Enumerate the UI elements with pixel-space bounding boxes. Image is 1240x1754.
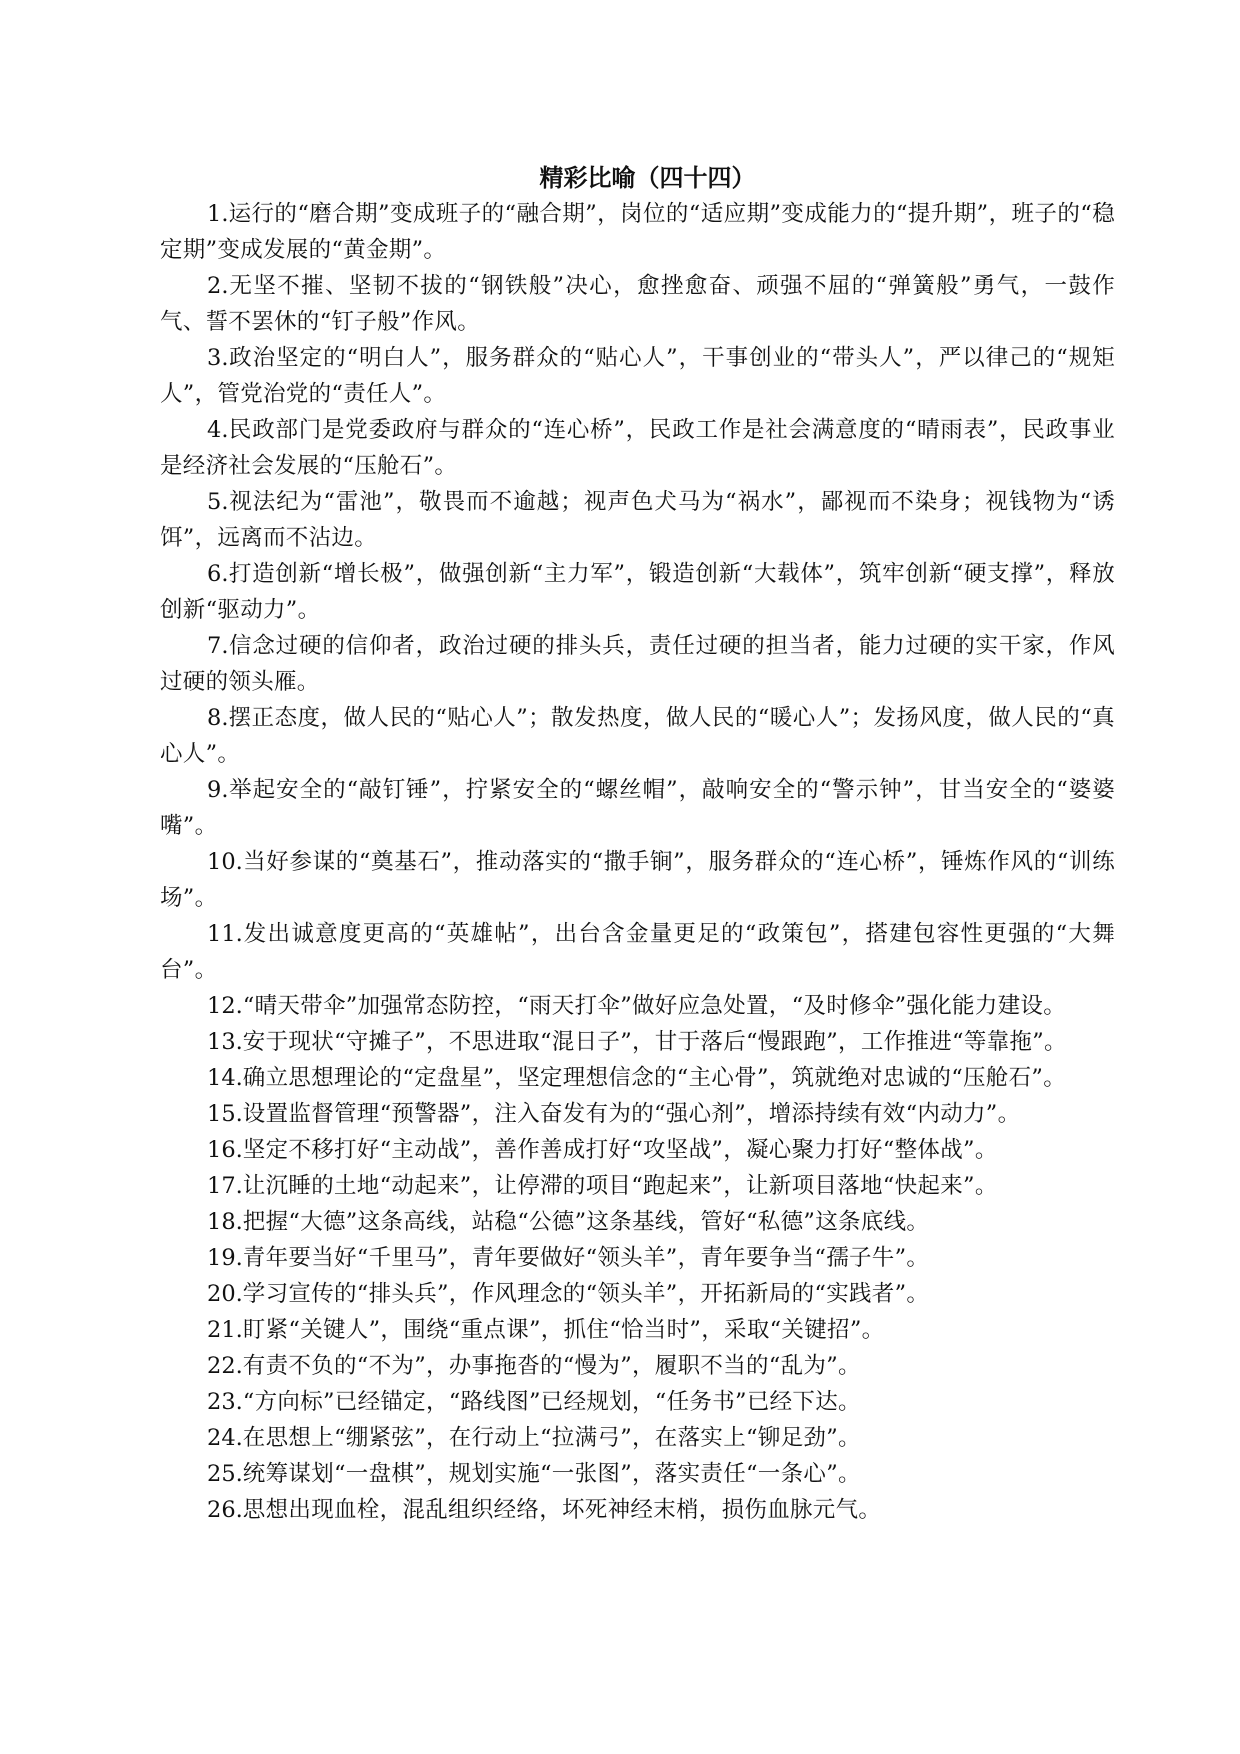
- item-text: “方向标”已经锚定，“路线图”已经规划，“任务书”已经下达。: [242, 1389, 861, 1415]
- list-item: [160, 1168, 1115, 1204]
- item-text: 学习宣传的“排头兵”，作风理念的“领头羊”，开拓新局的“实践者”。: [242, 1281, 930, 1307]
- item-text: 确立思想理论的“定盘星”，坚定理想信念的“主心骨”，筑就绝对忠诚的“压舱石”。: [242, 1065, 1067, 1091]
- item-text: 统筹谋划“一盘棋”，规划实施“一张图”，落实责任“一条心”。: [242, 1461, 861, 1487]
- item-number: 26.: [207, 1497, 243, 1523]
- item-number: 18.: [207, 1209, 243, 1235]
- item-number: 4.: [207, 417, 229, 443]
- item-number: 19.: [207, 1245, 243, 1271]
- item-number: 16.: [207, 1137, 243, 1163]
- item-number: 5.: [207, 489, 229, 515]
- item-number: 14.: [207, 1065, 243, 1091]
- item-text: 在思想上“绷紧弦”，在行动上“拉满弓”，在落实上“铆足劲”。: [242, 1425, 861, 1451]
- list-item: [160, 1384, 1115, 1420]
- list-item: [160, 1312, 1115, 1348]
- list-item: [160, 340, 1115, 412]
- item-text: 安于现状“守摊子”，不思进取“混日子”，甘于落后“慢跟跑”，工作推进“等靠拖”。: [242, 1029, 1067, 1055]
- list-item: [160, 1024, 1115, 1060]
- list-item: [160, 1420, 1115, 1456]
- list-item: [160, 916, 1115, 988]
- item-text: 民政部门是党委政府与群众的“连心桥”，民政工作是社会满意度的“晴雨表”，民政事业是经济社会发展的“压舱石”。: [160, 417, 1115, 479]
- item-text: 当好参谋的“奠基石”，推动落实的“撒手锏”，服务群众的“连心桥”，锤炼作风的“训练场”。: [160, 849, 1115, 911]
- item-text: 信念过硬的信仰者，政治过硬的排头兵，责任过硬的担当者，能力过硬的实干家，作风过硬的领头雁。: [160, 633, 1115, 695]
- list-item: [160, 268, 1115, 340]
- item-text: 思想出现血栓，混乱组织经络，坏死神经末梢，损伤血脉元气。: [242, 1497, 882, 1523]
- item-text: 打造创新“增长极”，做强创新“主力军”，锻造创新“大载体”，筑牢创新“硬支撑”，释放创新“驱动力”。: [160, 561, 1115, 623]
- item-number: 10.: [207, 849, 243, 875]
- list-item: [160, 1276, 1115, 1312]
- list-item: [160, 1096, 1115, 1132]
- item-text: 运行的“磨合期”变成班子的“融合期”，岗位的“适应期”变成能力的“提升期”，班子的“稳定期”变成发展的“黄金期”。: [160, 201, 1115, 263]
- item-number: 8.: [207, 705, 229, 731]
- item-number: 12.: [207, 993, 243, 1019]
- item-number: 7.: [207, 633, 229, 659]
- list-item: [160, 988, 1115, 1024]
- list-item: [160, 1348, 1115, 1384]
- item-text: 有责不负的“不为”，办事拖沓的“慢为”，履职不当的“乱为”。: [242, 1353, 861, 1379]
- list-item: [160, 628, 1115, 700]
- item-number: 15.: [207, 1101, 243, 1127]
- list-item: [160, 412, 1115, 484]
- item-text: 无坚不摧、坚韧不拔的“钢铁般”决心，愈挫愈奋、顽强不屈的“弹簧般”勇气，一鼓作气、誓不罢休的“钉子般”作风。: [160, 273, 1115, 335]
- document-title: 精彩比喻（四十四）: [539, 163, 756, 192]
- document-page: [160, 160, 1115, 1528]
- item-number: 17.: [207, 1173, 243, 1199]
- list-item: [160, 196, 1115, 268]
- list-item: [160, 844, 1115, 916]
- item-number: 13.: [207, 1029, 243, 1055]
- item-text: 发出诚意度更高的“英雄帖”，出台含金量更足的“政策包”，搭建包容性更强的“大舞台”。: [160, 921, 1115, 983]
- item-number: 9.: [207, 777, 229, 803]
- list-item: [160, 1060, 1115, 1096]
- item-number: 22.: [207, 1353, 243, 1379]
- list-item: [160, 556, 1115, 628]
- item-number: 3.: [207, 345, 229, 371]
- item-text: 盯紧“关键人”，围绕“重点课”，抓住“恰当时”，采取“关键招”。: [242, 1317, 885, 1343]
- item-text: 举起安全的“敲钉锤”，拧紧安全的“螺丝帽”，敲响安全的“警示钟”，甘当安全的“婆婆嘴”。: [160, 777, 1115, 839]
- item-number: 6.: [207, 561, 229, 587]
- list-item: [160, 700, 1115, 772]
- item-text: 设置监督管理“预警器”，注入奋发有为的“强心剂”，增添持续有效“内动力”。: [242, 1101, 1021, 1127]
- item-text: 青年要当好“千里马”，青年要做好“领头羊”，青年要争当“孺子牛”。: [242, 1245, 930, 1271]
- item-text: 坚定不移打好“主动战”，善作善成打好“攻坚战”，凝心聚力打好“整体战”。: [242, 1137, 998, 1163]
- item-text: 视法纪为“雷池”，敬畏而不逾越；视声色犬马为“祸水”，鄙视而不染身；视钱物为“诱饵”，远离而不沾边。: [160, 489, 1115, 551]
- list-item: [160, 1492, 1115, 1528]
- item-number: 20.: [207, 1281, 243, 1307]
- metaphor-list: [160, 196, 1115, 1528]
- item-text: 把握“大德”这条高线，站稳“公德”这条基线，管好“私德”这条底线。: [242, 1209, 930, 1235]
- item-number: 24.: [207, 1425, 243, 1451]
- list-item: [160, 1240, 1115, 1276]
- list-item: [160, 1456, 1115, 1492]
- item-number: 11.: [207, 921, 243, 947]
- list-item: [160, 772, 1115, 844]
- list-item: [160, 1204, 1115, 1240]
- item-number: 2.: [207, 273, 229, 299]
- item-number: 25.: [207, 1461, 243, 1487]
- item-number: 21.: [207, 1317, 243, 1343]
- item-text: 让沉睡的土地“动起来”，让停滞的项目“跑起来”，让新项目落地“快起来”。: [242, 1173, 998, 1199]
- item-text: 摆正态度，做人民的“贴心人”；散发热度，做人民的“暖心人”；发扬风度，做人民的“真心人”。: [160, 705, 1115, 767]
- list-item: [160, 484, 1115, 556]
- item-number: 1.: [207, 201, 229, 227]
- list-item: [160, 1132, 1115, 1168]
- item-text: “晴天带伞”加强常态防控，“雨天打伞”做好应急处置，“及时修伞”强化能力建设。: [242, 993, 1067, 1019]
- item-number: 23.: [207, 1389, 243, 1415]
- item-text: 政治坚定的“明白人”，服务群众的“贴心人”，干事创业的“带头人”，严以律己的“规矩人”，管党治党的“责任人”。: [160, 345, 1115, 407]
